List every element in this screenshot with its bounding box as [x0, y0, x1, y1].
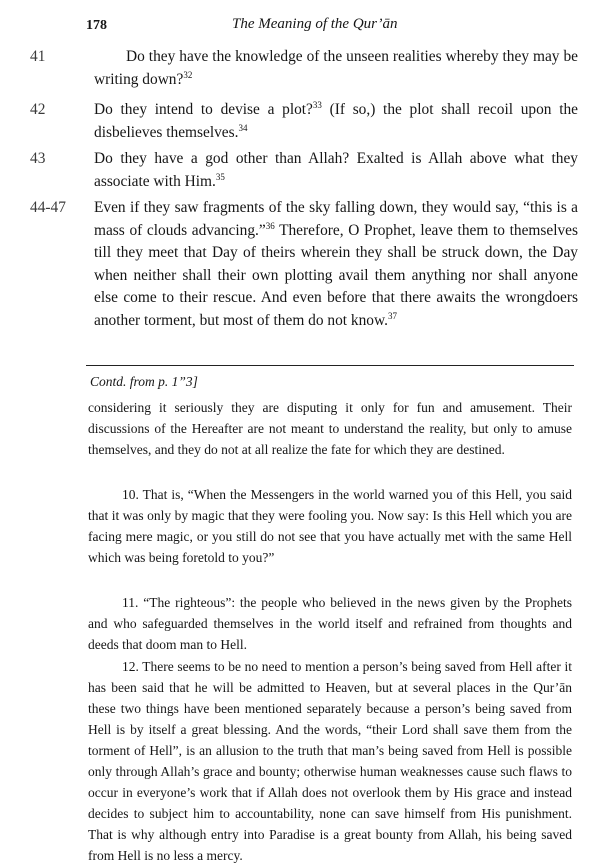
- note-10: 10. That is, “When the Messengers in the world warned you of this Hell, you said that it was only by magic that they were fooling you. Now say: Is this Hell which you are facing mere magic, or you still do not see that you have actually met with the same Hell which was being foretold to you?”: [88, 487, 572, 565]
- verse-text: Do they have a god other than Allah? Exalted is Allah above what they associate with Him.$^{35}$: [94, 150, 578, 190]
- verse-44-47: [30, 197, 578, 332]
- running-title: The Meaning of the Qur’ān: [232, 16, 398, 32]
- page-header: [0, 16, 600, 38]
- verse-43: [30, 148, 578, 193]
- footnote-ref: 32: [183, 69, 193, 80]
- footnote-ref: 35: [215, 171, 225, 182]
- verse-number: 44-47: [30, 199, 66, 216]
- note-11: 11. “The righteous”: the people who believed in the news given by the Prophets and who safeguarded themselves in the world itself and refrained from thoughts and deeds that doom man to Hell.: [88, 595, 572, 652]
- verse-number: 41: [30, 48, 46, 65]
- footnote-ref: 34: [238, 122, 248, 133]
- verse-number: 43: [30, 150, 46, 167]
- footnote-ref: 37: [387, 310, 397, 321]
- verse-41: [30, 46, 578, 91]
- footnote-ref: 36: [265, 220, 275, 231]
- footnote-ref: 33: [312, 99, 322, 110]
- verse-text: Even if they saw fragments of the sky falling down, they would say, “this is a mass of clouds advancing.”$^{36}$ Therefore, O Prophet, leave them to themselves till they meet that Day of theirs wherein they shall be struck down, the Day when neither shall their own plotting avail them anything nor shall anyone else come to their rescue. And even before that there awaits the wrongdoers another torment, but most of them do not know.$^{37}$: [94, 199, 578, 329]
- verse-text: Do they intend to devise a plot?$^{33}$ (If so,) the plot shall recoil upon the disbelieves themselves.$^{34}$: [94, 99, 579, 141]
- page-number: 178: [86, 18, 107, 33]
- continued-label: Contd. from p. 1”3]: [90, 374, 198, 389]
- notes-divider: [86, 365, 574, 366]
- note-continuation: considering it seriously they are disputing it only for fun and amusement. Their discussions of the Hereafter are not meant to understand the reality, but only to amuse themselves, and they do not at all realize the fate for which they are destined.: [88, 400, 572, 457]
- verse-text: Do they have the knowledge of the unseen realities whereby they may be writing down?$^{32}$: [94, 48, 578, 88]
- note-12: 12. There seems to be no need to mention a person’s being saved from Hell after it has been said that he will be admitted to Heaven, but at several places in the Qur’ān these two things have been mentioned separately because a person’s being saved from Hell is by itself a great blessing. And the words, “their Lord shall save them from the torment of Hell”, is an allusion to the truth that man’s being saved from Hell is possible only through Allah’s grace and bounty; otherwise human weaknesses cause such flaws to occur in everyone’s work that if Allah does not overlook them by His grace and instead decides to subject him to accountability, none can save himself from His punishment. That is why although entry into Paradise is a great bounty from Allah, his being saved from Hell is no less a mercy.: [88, 659, 572, 863]
- verse-number: 42: [30, 101, 46, 118]
- verse-42: [30, 99, 578, 144]
